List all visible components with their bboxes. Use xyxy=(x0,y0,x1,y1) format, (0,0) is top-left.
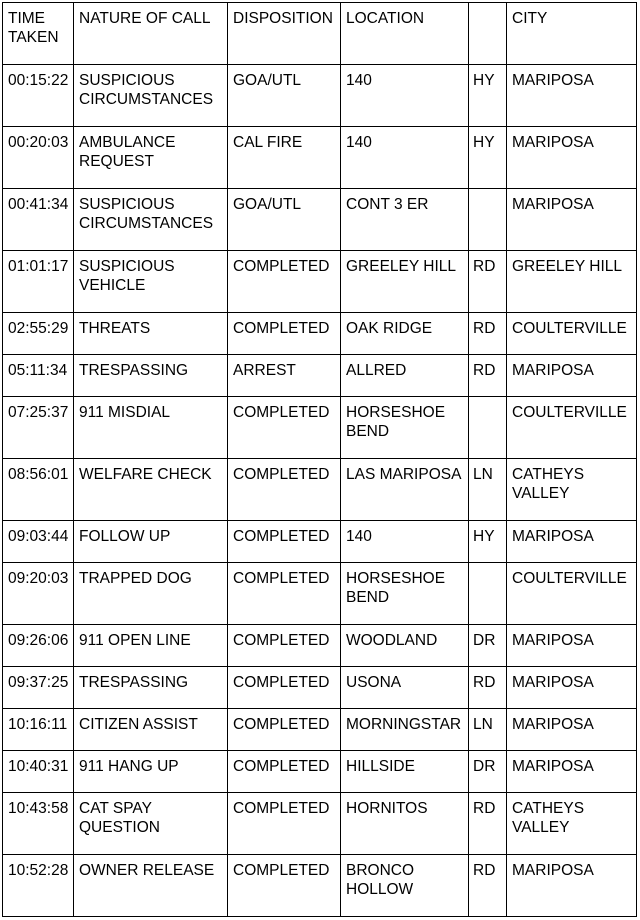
cell-disposition: CAL FIRE xyxy=(228,127,341,189)
cell-nature-of-call: CITIZEN ASSIST xyxy=(74,709,228,751)
cell-disposition: COMPLETED xyxy=(228,751,341,793)
table-row xyxy=(3,189,637,251)
table-row xyxy=(3,751,637,793)
cell-location: GREELEY HILL xyxy=(341,251,469,313)
table-row xyxy=(3,667,637,709)
cell-street-suffix: DR xyxy=(469,751,507,793)
table-row xyxy=(3,355,637,397)
cell-nature-of-call: OWNER RELEASE xyxy=(74,855,228,917)
cell-nature-of-call: FOLLOW UP xyxy=(74,521,228,563)
table-row xyxy=(3,459,637,521)
cell-nature-of-call: 911 MISDIAL xyxy=(74,397,228,459)
cell-location: HORNITOS xyxy=(341,793,469,855)
cell-location: HILLSIDE xyxy=(341,751,469,793)
cell-street-suffix xyxy=(469,397,507,459)
table-row xyxy=(3,709,637,751)
cell-street-suffix: LN xyxy=(469,709,507,751)
cell-street-suffix xyxy=(469,563,507,625)
cell-street-suffix: LN xyxy=(469,459,507,521)
cell-nature-of-call: 911 OPEN LINE xyxy=(74,625,228,667)
cell-street-suffix: RD xyxy=(469,313,507,355)
cell-nature-of-call: TRESPASSING xyxy=(74,667,228,709)
cell-disposition: GOA/UTL xyxy=(228,65,341,127)
cell-location: USONA xyxy=(341,667,469,709)
table-row xyxy=(3,563,637,625)
cell-time-taken: 05:11:34 xyxy=(3,355,74,397)
table-row xyxy=(3,127,637,189)
cell-disposition: COMPLETED xyxy=(228,459,341,521)
table-row xyxy=(3,397,637,459)
cell-disposition: COMPLETED xyxy=(228,251,341,313)
header-city: CITY xyxy=(507,3,637,65)
cell-city: MARIPOSA xyxy=(507,667,637,709)
cell-time-taken: 10:16:11 xyxy=(3,709,74,751)
cell-location: HORSESHOE BEND xyxy=(341,563,469,625)
cell-city: CATHEYS VALLEY xyxy=(507,793,637,855)
cell-city: MARIPOSA xyxy=(507,189,637,251)
table-row xyxy=(3,793,637,855)
cell-time-taken: 01:01:17 xyxy=(3,251,74,313)
cell-city: CATHEYS VALLEY xyxy=(507,459,637,521)
cell-nature-of-call: SUSPICIOUS CIRCUMSTANCES xyxy=(74,65,228,127)
cell-disposition: COMPLETED xyxy=(228,521,341,563)
call-log-table xyxy=(2,2,637,917)
cell-nature-of-call: AMBULANCE REQUEST xyxy=(74,127,228,189)
cell-city: GREELEY HILL xyxy=(507,251,637,313)
cell-street-suffix: RD xyxy=(469,855,507,917)
cell-street-suffix xyxy=(469,189,507,251)
cell-time-taken: 09:20:03 xyxy=(3,563,74,625)
cell-time-taken: 10:40:31 xyxy=(3,751,74,793)
cell-city: MARIPOSA xyxy=(507,751,637,793)
cell-street-suffix: RD xyxy=(469,793,507,855)
cell-disposition: COMPLETED xyxy=(228,709,341,751)
table-row xyxy=(3,855,637,917)
cell-city: MARIPOSA xyxy=(507,355,637,397)
cell-disposition: COMPLETED xyxy=(228,855,341,917)
cell-location: 140 xyxy=(341,65,469,127)
table-row xyxy=(3,625,637,667)
cell-disposition: COMPLETED xyxy=(228,667,341,709)
cell-disposition: GOA/UTL xyxy=(228,189,341,251)
cell-time-taken: 09:03:44 xyxy=(3,521,74,563)
cell-time-taken: 09:37:25 xyxy=(3,667,74,709)
cell-city: COULTERVILLE xyxy=(507,563,637,625)
cell-nature-of-call: CAT SPAY QUESTION xyxy=(74,793,228,855)
cell-street-suffix: HY xyxy=(469,127,507,189)
cell-city: MARIPOSA xyxy=(507,65,637,127)
cell-location: BRONCO HOLLOW xyxy=(341,855,469,917)
cell-disposition: COMPLETED xyxy=(228,313,341,355)
cell-street-suffix: HY xyxy=(469,65,507,127)
header-time-taken: TIME TAKEN xyxy=(3,3,74,65)
cell-city: MARIPOSA xyxy=(507,855,637,917)
cell-nature-of-call: SUSPICIOUS CIRCUMSTANCES xyxy=(74,189,228,251)
cell-nature-of-call: SUSPICIOUS VEHICLE xyxy=(74,251,228,313)
cell-time-taken: 10:52:28 xyxy=(3,855,74,917)
cell-nature-of-call: TRESPASSING xyxy=(74,355,228,397)
cell-location: OAK RIDGE xyxy=(341,313,469,355)
table-row xyxy=(3,251,637,313)
cell-location: WOODLAND xyxy=(341,625,469,667)
cell-nature-of-call: THREATS xyxy=(74,313,228,355)
header-location: LOCATION xyxy=(341,3,469,65)
cell-disposition: COMPLETED xyxy=(228,563,341,625)
cell-street-suffix: RD xyxy=(469,251,507,313)
cell-time-taken: 08:56:01 xyxy=(3,459,74,521)
cell-location: ALLRED xyxy=(341,355,469,397)
cell-location: LAS MARIPOSA xyxy=(341,459,469,521)
header-nature-of-call: NATURE OF CALL xyxy=(74,3,228,65)
cell-city: MARIPOSA xyxy=(507,709,637,751)
cell-street-suffix: RD xyxy=(469,355,507,397)
cell-time-taken: 02:55:29 xyxy=(3,313,74,355)
cell-city: MARIPOSA xyxy=(507,625,637,667)
cell-city: COULTERVILLE xyxy=(507,313,637,355)
cell-location: CONT 3 ER xyxy=(341,189,469,251)
cell-time-taken: 09:26:06 xyxy=(3,625,74,667)
cell-location: HORSESHOE BEND xyxy=(341,397,469,459)
cell-city: MARIPOSA xyxy=(507,521,637,563)
cell-time-taken: 00:41:34 xyxy=(3,189,74,251)
cell-disposition: COMPLETED xyxy=(228,793,341,855)
cell-nature-of-call: WELFARE CHECK xyxy=(74,459,228,521)
cell-time-taken: 00:15:22 xyxy=(3,65,74,127)
cell-disposition: COMPLETED xyxy=(228,397,341,459)
cell-nature-of-call: 911 HANG UP xyxy=(74,751,228,793)
cell-time-taken: 00:20:03 xyxy=(3,127,74,189)
cell-disposition: ARREST xyxy=(228,355,341,397)
cell-street-suffix: RD xyxy=(469,667,507,709)
cell-disposition: COMPLETED xyxy=(228,625,341,667)
table-row xyxy=(3,313,637,355)
cell-nature-of-call: TRAPPED DOG xyxy=(74,563,228,625)
cell-street-suffix: DR xyxy=(469,625,507,667)
table-row xyxy=(3,65,637,127)
cell-location: MORNINGSTAR xyxy=(341,709,469,751)
cell-time-taken: 07:25:37 xyxy=(3,397,74,459)
header-street-suffix xyxy=(469,3,507,65)
cell-street-suffix: HY xyxy=(469,521,507,563)
header-row xyxy=(3,3,637,65)
header-disposition: DISPOSITION xyxy=(228,3,341,65)
cell-city: COULTERVILLE xyxy=(507,397,637,459)
cell-city: MARIPOSA xyxy=(507,127,637,189)
table-row xyxy=(3,521,637,563)
cell-location: 140 xyxy=(341,521,469,563)
cell-time-taken: 10:43:58 xyxy=(3,793,74,855)
cell-location: 140 xyxy=(341,127,469,189)
